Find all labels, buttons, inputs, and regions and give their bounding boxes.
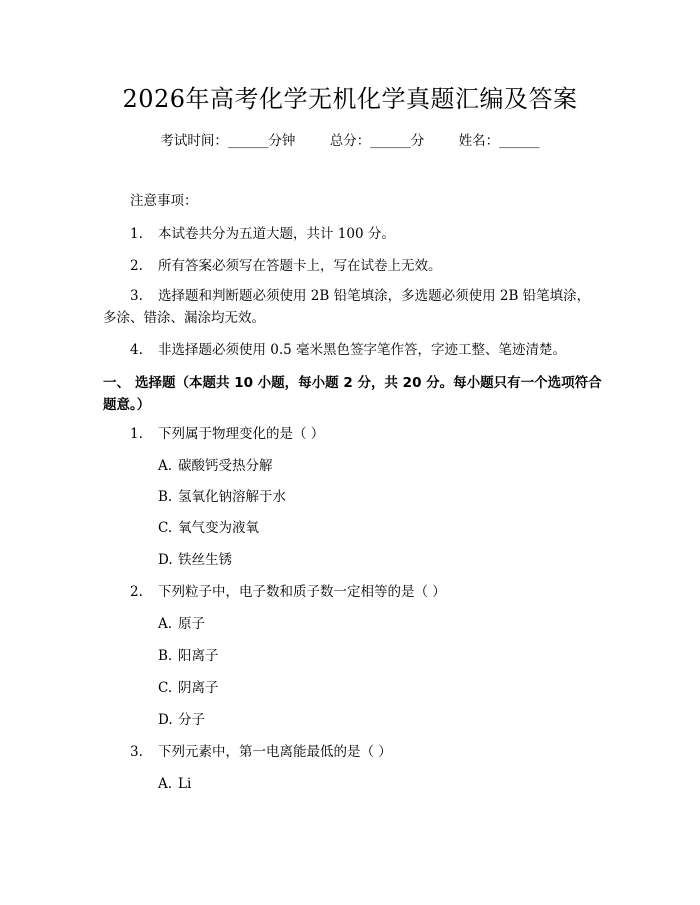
- notice-item: [130, 224, 610, 244]
- question-text: 下列属于物理变化的是（ ）: [158, 426, 325, 442]
- notice-item-text: 本试卷共分为五道大题，共计 100 分。: [158, 226, 395, 242]
- score-label: 总分：: [329, 133, 371, 149]
- question-number: 2.: [130, 584, 143, 600]
- option-text: 碳酸钙受热分解: [178, 458, 273, 474]
- score-unit: 分: [410, 133, 425, 149]
- notice-item: [130, 340, 610, 360]
- option-text: Li: [178, 776, 192, 792]
- answer-option: [158, 487, 286, 507]
- question-number: 1.: [130, 426, 143, 442]
- answer-option: [158, 646, 219, 666]
- notice-item-number: 3.: [130, 288, 143, 304]
- time-label: 考试时间：: [160, 133, 228, 149]
- question-stem: [130, 742, 610, 762]
- question-text: 下列粒子中，电子数和质子数一定相等的是（ ）: [158, 584, 446, 600]
- answer-option: [158, 456, 273, 476]
- score-blank: ______: [370, 133, 411, 149]
- section-heading: [103, 372, 603, 416]
- notice-title: 注意事项：: [130, 193, 198, 209]
- answer-option: [158, 518, 259, 538]
- option-letter: A.: [158, 776, 173, 792]
- question-stem: [130, 424, 610, 444]
- option-text: 氧气变为液氧: [178, 520, 259, 536]
- option-text: 分子: [178, 712, 205, 728]
- notice-item-text: 所有答案必须写在答题卡上，写在试卷上无效。: [158, 258, 442, 274]
- time-unit: 分钟: [268, 133, 296, 149]
- page-title: 2026年高考化学无机化学真题汇编及答案: [122, 85, 578, 113]
- notice-item-text: 选择题和判断题必须使用 2B 铅笔填涂，多选题必须使用 2B 铅笔填涂，多涂、错涂、漏涂均无效。: [103, 288, 591, 326]
- option-text: 原子: [178, 616, 205, 632]
- option-text: 铁丝生锈: [178, 552, 232, 568]
- answer-option: [158, 774, 191, 794]
- section-number: 一、: [103, 375, 130, 391]
- option-letter: B.: [158, 648, 173, 664]
- question-number: 3.: [130, 744, 143, 760]
- time-blank: ______: [227, 133, 269, 149]
- option-letter: C.: [158, 520, 173, 536]
- notice-item-text: 非选择题必须使用 0.5 毫米黑色签字笔作答，字迹工整、笔迹清楚。: [158, 342, 567, 358]
- answer-option: [158, 550, 232, 570]
- exam-info-line: [0, 131, 700, 151]
- answer-option: [158, 614, 205, 634]
- notice-item-number: 1.: [130, 226, 143, 242]
- option-letter: A.: [158, 616, 173, 632]
- question-text: 下列元素中，第一电离能最低的是（ ）: [158, 744, 392, 760]
- option-letter: D.: [158, 552, 173, 568]
- option-text: 氢氧化钠溶解于水: [178, 489, 286, 505]
- name-label: 姓名：: [458, 133, 500, 149]
- answer-option: [158, 710, 205, 730]
- question-stem: [130, 582, 610, 602]
- option-text: 阴离子: [178, 680, 219, 696]
- name-blank: ______: [499, 133, 540, 149]
- notice-item-number: 4.: [130, 342, 143, 358]
- option-letter: D.: [158, 712, 173, 728]
- notice-item: [103, 285, 603, 329]
- section-heading-text: 选择题（本题共 10 小题，每小题 2 分，共 20 分。每小题只有一个选项符合题意。）: [103, 375, 602, 413]
- option-letter: C.: [158, 680, 173, 696]
- option-letter: B.: [158, 489, 173, 505]
- answer-option: [158, 678, 219, 698]
- option-text: 阳离子: [178, 648, 219, 664]
- notice-item-number: 2.: [130, 258, 143, 274]
- notice-item: [130, 256, 610, 276]
- option-letter: A.: [158, 458, 173, 474]
